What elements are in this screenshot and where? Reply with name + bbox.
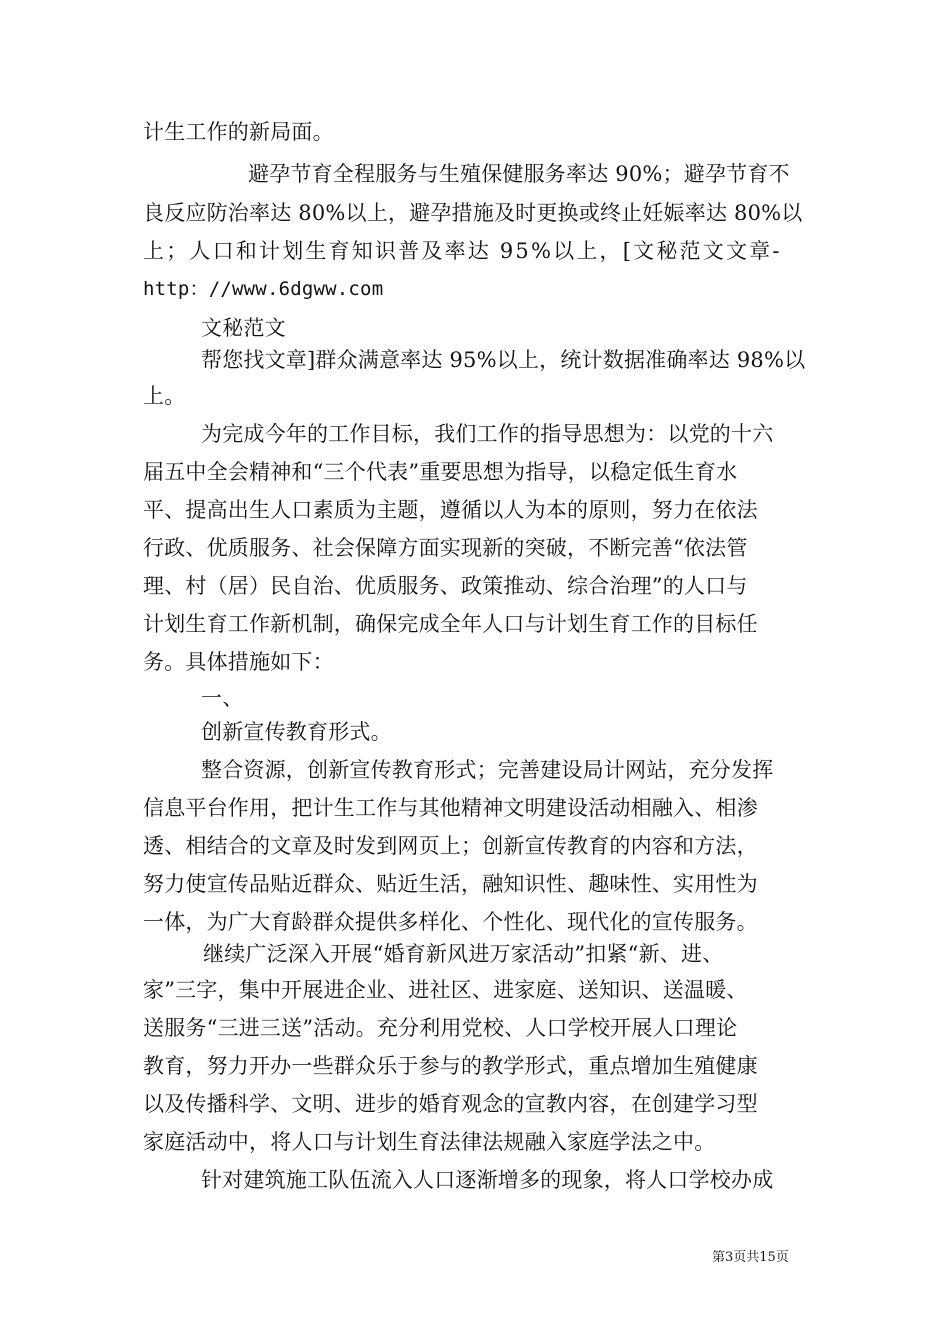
text-line: 透、相结合的文章及时发到网页上；创新宣传教育的内容和方法， [143, 834, 758, 858]
text-line: 计划生育工作新机制，确保完成全年人口与计划生育工作的目标任 [143, 612, 758, 636]
text-line: 整合资源，创新宣传教育形式；完善建设局计网站，充分发挥 [201, 758, 774, 782]
text-line: 帮您找文章]群众满意率达 95%以上，统计数据准确率达 98%以 [201, 348, 806, 372]
text-line: 届五中全会精神和“三个代表”重要思想为指导，以稳定低生育水 [143, 460, 738, 484]
text-line: http：//www.6dgww.com [143, 278, 384, 300]
text-line: 良反应防治率达 80%以上，避孕措施及时更换或终止妊娠率达 80%以 [143, 201, 803, 225]
text-line: 以及传播科学、文明、进步的婚育观念的宣教内容，在创建学习型 [143, 1092, 758, 1116]
text-line: 上；人口和计划生育知识普及率达 95%以上，[文秘范文文章- [143, 239, 782, 263]
text-line: 家”三字，集中开展进企业、进社区、进家庭、送知识、送温暖、 [143, 978, 748, 1002]
text-line: 计生工作的新局面。 [143, 120, 334, 144]
text-line: 努力使宣传品贴近群众、贴近生活，融知识性、趣味性、实用性为 [143, 872, 758, 896]
text-line: 上。 [143, 384, 186, 408]
text-line: 教育，努力开办一些群众乐于参与的教学形式，重点增加生殖健康 [143, 1054, 758, 1078]
text-line: 家庭活动中，将人口与计划生育法律法规融入家庭学法之中。 [143, 1130, 716, 1154]
text-line: 送服务“三进三送”活动。充分利用党校、人口学校开展人口理论 [143, 1016, 738, 1040]
text-line: 信息平台作用，把计生工作与其他精神文明建设活动相融入、相渗 [143, 796, 758, 820]
text-line: 继续广泛深入开展“婚育新风进万家活动”扣紧“新、进、 [203, 942, 724, 966]
text-line: 为完成今年的工作目标，我们工作的指导思想为：以党的十六 [201, 422, 774, 446]
section-number: 一、 [201, 686, 244, 710]
text-line: 一体，为广大育龄群众提供多样化、个性化、现代化的宣传服务。 [143, 910, 758, 934]
section-heading: 创新宣传教育形式。 [201, 720, 392, 744]
text-line: 务。具体措施如下： [143, 650, 334, 674]
text-line: 理、村（居）民自治、优质服务、政策推动、综合治理”的人口与 [143, 574, 748, 598]
text-line: 行政、优质服务、社会保障方面实现新的突破，不断完善“依法管 [143, 536, 748, 560]
text-line: 针对建筑施工队伍流入人口逐渐增多的现象，将人口学校办成 [201, 1168, 774, 1192]
text-line: 平、提高出生人口素质为主题，遵循以人为本的原则，努力在依法 [143, 498, 758, 522]
page-number-footer: 第3页共15页 [712, 1250, 789, 1265]
text-line: 避孕节育全程服务与生殖保健服务率达 90%；避孕节育不 [248, 162, 790, 186]
text-line: 文秘范文 [201, 316, 286, 340]
